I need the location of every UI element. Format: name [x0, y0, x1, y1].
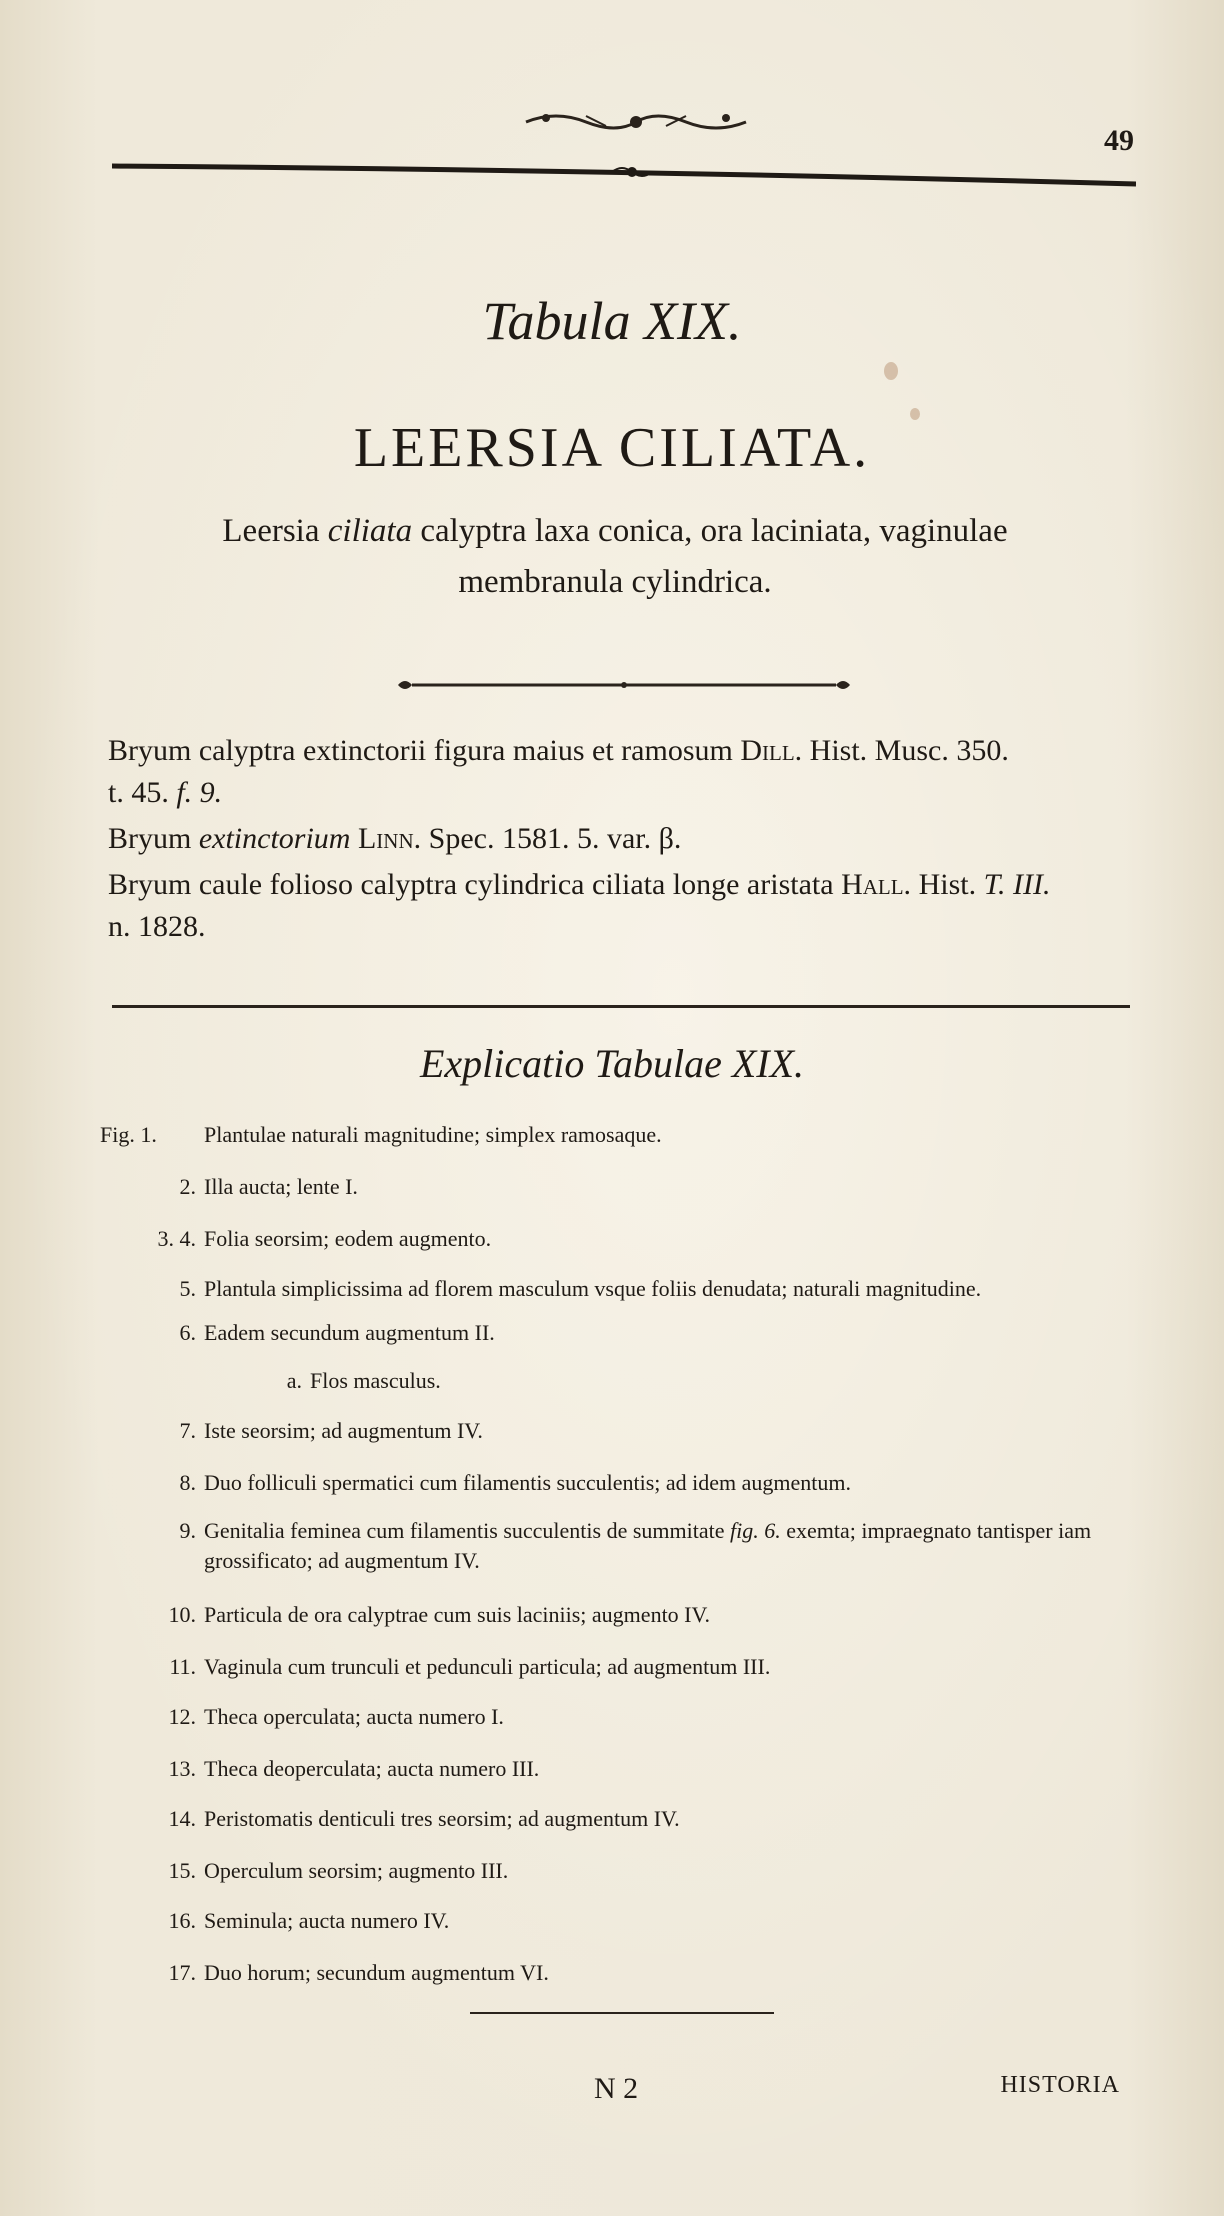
section-divider — [112, 1005, 1130, 1008]
species-diagnosis — [110, 506, 1120, 608]
explicatio-title: Explicatio Tabulae XIX. — [419, 1041, 805, 1086]
plate-title: Tabula XIX. — [482, 291, 742, 351]
synonym-entry: Bryum calyptra extinctorii figura maius et ramosum Dill. Hist. Musc. 350. t. 45. f. 9. — [108, 734, 1009, 809]
diagnosis-genus: Leersia — [222, 513, 320, 549]
synonym-entry: Bryum extinctorium Linn. Spec. 1581. 5. var. β. — [108, 822, 682, 855]
divider-ornament-icon — [396, 673, 852, 697]
book-page: 49 Tabula XIX. LEERSIA CILIATA. Leersia ciliata calyptra laxa conica, ora laciniata, vaginulae membranula cylindrica. Bryum calyptra extinctorii figura maius et ramosum Dill. Hist. Musc. 350. t. 45. f. 9. Bryum extinctorium Linn. Spec. 1581. 5. var. β. Bryum caule folioso calyptra cylindrica ciliata longe aristata Hall. Hist. T. III. n. 1828. Explicatio Tabulae XIX. Fig. 1. Plantulae naturali magnitudine; simplex ramosaque. 2. Illa aucta; lente I. 3. 4. Folia seorsim; eodem augmento. 5. Plantula simplicissima ad florem masculum vsque foliis denudata; naturali magnitudine. 6. Eadem secundum augmentum II. a. Flos masculus. 7. Iste seorsim; ad augmentum IV. 8. Duo folliculi spermatici cum filamentis succulentis; ad idem augmentum. 9. Genitalia feminea cum filamentis succulentis de summitate fig. 6. exemta; impraegnato tantisper iam grossificato; ad augmentum IV. 10. Particula de ora calyptrae cum suis laciniis; augmento IV. 11. Vaginula cum trunculi et pedunculi particula; ad augmentum III. 12. Theca operculata; aucta numero I. 13. Theca deoperculata; aucta numero III. 14. Peristomatis denticuli tres seorsim; ad augmentum IV. 15. Operculum seorsim; augmento III. 16. Seminula; aucta numero IV. 17. Duo horum; secundum augmentum VI. N 2 HISTORIA — [0, 0, 1224, 2216]
closing-rule — [470, 2012, 774, 2014]
catchword: HISTORIA — [1000, 2072, 1120, 2098]
diagnosis-epithet: ciliata — [327, 513, 413, 549]
species-title: LEERSIA CILIATA. — [353, 417, 871, 479]
synonym-entry: Bryum caule folioso calyptra cylindrica ciliata longe aristata Hall. Hist. T. III. n. 1828. — [108, 868, 1051, 943]
head-rule — [112, 158, 1136, 192]
diagnosis-text-line2: membranula cylindrica. — [458, 564, 772, 600]
page-number: 49 — [1104, 124, 1134, 157]
signature-mark: N 2 — [594, 2072, 639, 2105]
foxing-spot — [884, 362, 898, 380]
diagnosis-text-line1: calyptra laxa conica, ora laciniata, vaginulae — [420, 513, 1008, 549]
headpiece-ornament-icon — [516, 106, 756, 136]
synonymy-list — [108, 730, 1140, 952]
